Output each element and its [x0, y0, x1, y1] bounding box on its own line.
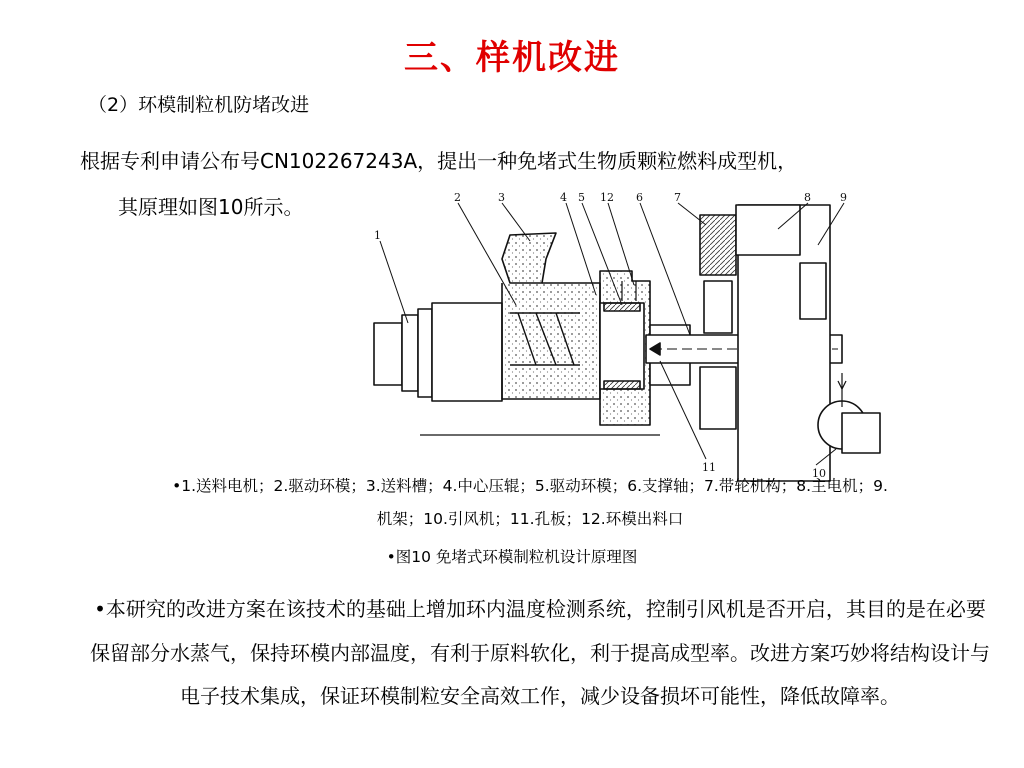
callout-label: 7	[674, 191, 681, 204]
ring-die	[600, 303, 644, 389]
slide-title: 三、样机改进	[404, 38, 620, 78]
callout-label: 6	[636, 191, 643, 204]
intro-line-1: 根据专利申请公布号CN102267243A，提出一种免堵式生物质颗粒燃料成型机，	[80, 149, 798, 173]
callout-label: 3	[498, 191, 505, 204]
callout-label: 10	[812, 467, 826, 480]
callout-label: 8	[804, 191, 811, 204]
feed-cylinder	[432, 303, 502, 401]
body-paragraph: •本研究的改进方案在该技术的基础上增加环内温度检测系统，控制引风机是否开启，其目的是在必要保留部分水蒸气，保持环模内部温度，有利于原料软化，利于提高成型率。改进方案巧妙将结构设计与电子技术集成，保证环模制粒安全高效工作，减少设备损坏可能性，降低故障率。	[90, 597, 990, 708]
feed-hopper	[502, 233, 556, 283]
callout-label: 5	[578, 191, 585, 204]
pellet-mill-schematic	[360, 185, 900, 485]
callout-label: 9	[840, 191, 847, 204]
callout-label: 2	[454, 191, 461, 204]
legend-line-1: •1.送料电机；2.驱动环模；3.送料槽；4.中心压辊；5.驱动环模；6.支撑轴；7.带轮机构；8.主电机；9.	[172, 477, 888, 495]
figure-caption: •图10 免堵式环模制粒机设计原理图	[386, 548, 638, 566]
subsection-heading: （2）环模制粒机防堵改进	[88, 94, 310, 116]
legend-line-2: 机架；10.引风机；11.孔板；12.环模出料口	[376, 510, 684, 528]
diagram-legend	[70, 470, 990, 536]
callout-label: 1	[374, 229, 381, 242]
main-motor	[736, 205, 800, 255]
callout-label: 12	[600, 191, 614, 204]
callout-label: 4	[560, 191, 567, 204]
callout-label: 11	[702, 461, 716, 474]
intro-line-2: 其原理如图10所示。	[118, 195, 304, 219]
feed-motor	[374, 323, 402, 385]
